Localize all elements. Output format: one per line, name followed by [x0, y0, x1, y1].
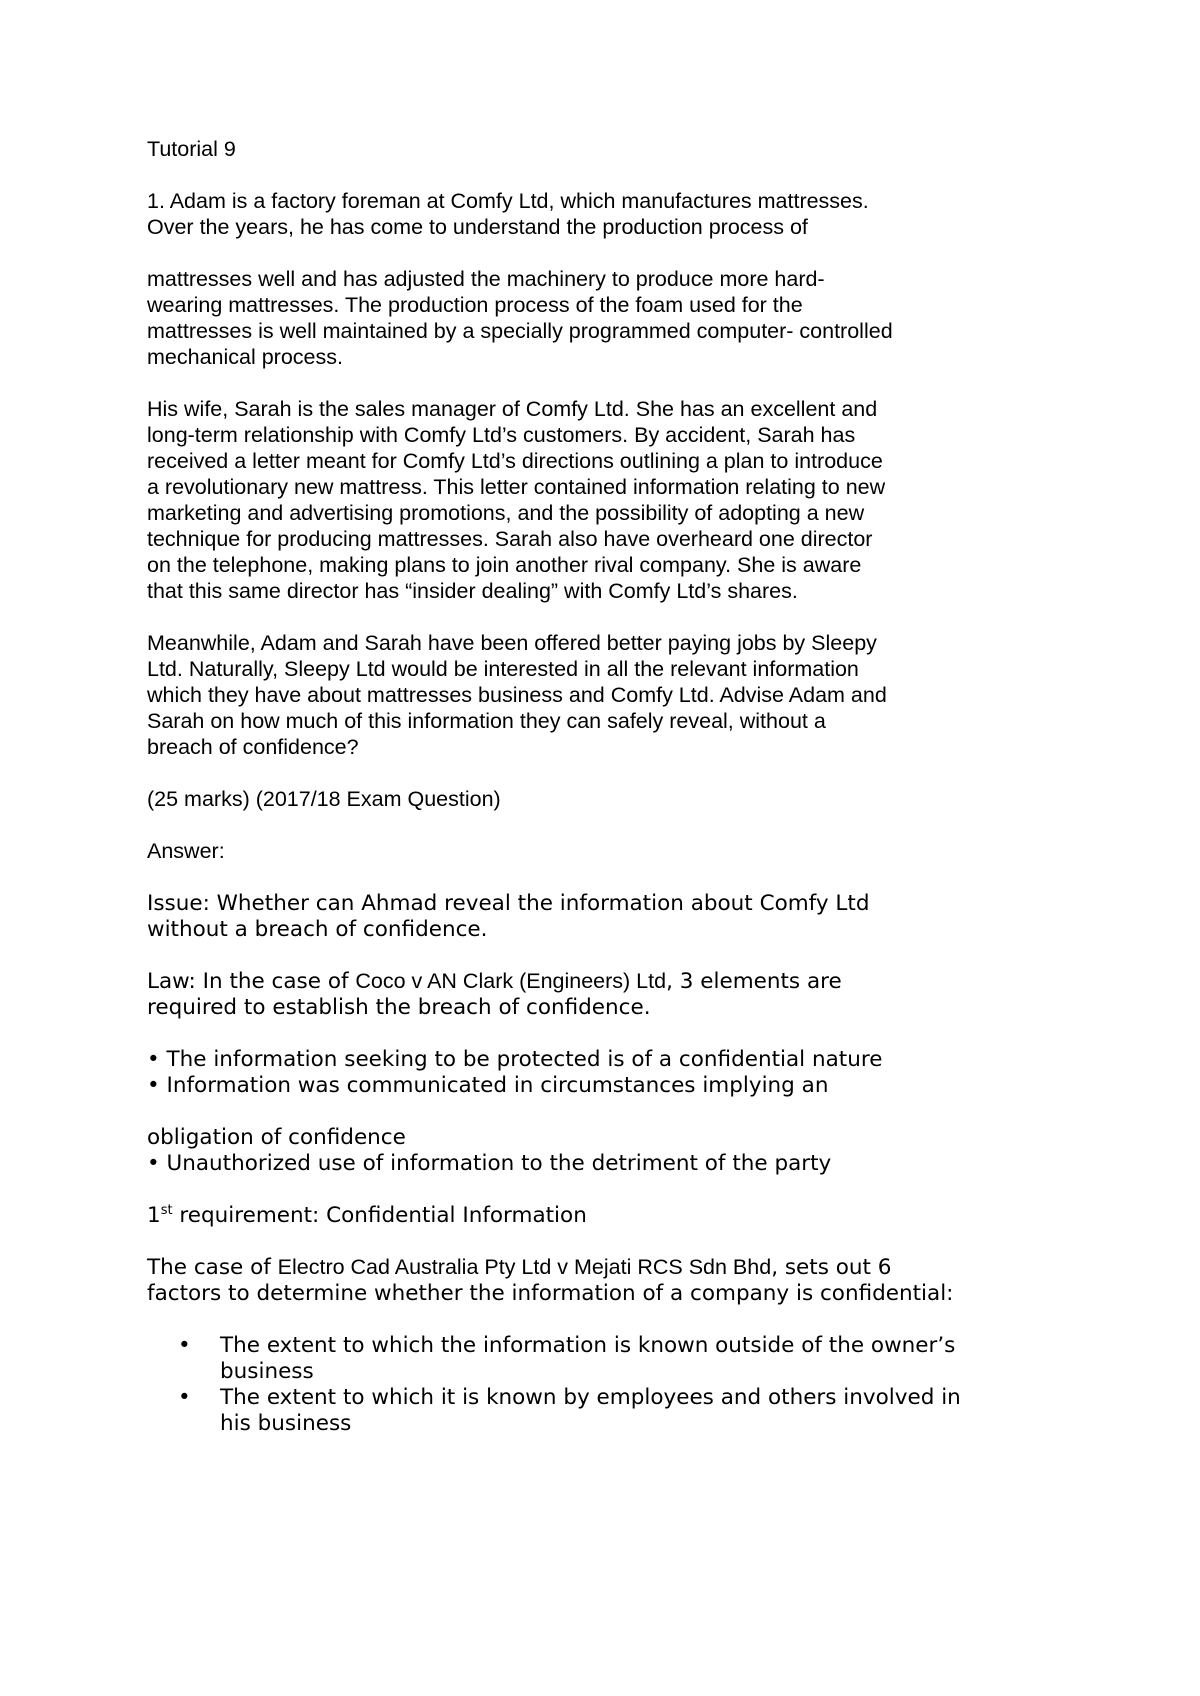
question-line: mechanical process.	[147, 345, 343, 369]
list-item: business	[220, 1359, 314, 1384]
question-line: a revolutionary new mattress. This letter contained information relating to new	[147, 475, 886, 499]
law-case-name: Coco v AN Clark (Engineers) Ltd	[355, 969, 667, 993]
list-bullet: •	[178, 1385, 191, 1410]
question-line: His wife, Sarah is the sales manager of Comfy Ltd. She has an excellent and	[147, 397, 878, 421]
question-line: received a letter meant for Comfy Ltd’s directions outlining a plan to introduce	[147, 449, 883, 473]
requirement-heading	[147, 1202, 587, 1228]
law-prefix: Law: In the case of	[147, 969, 356, 994]
question-line: which they have about mattresses business and Comfy Ltd. Advise Adam and	[147, 683, 887, 707]
list-item: his business	[220, 1411, 352, 1436]
list-bullet: •	[178, 1333, 191, 1358]
question-line: Meanwhile, Adam and Sarah have been offered better paying jobs by Sleepy	[147, 631, 877, 655]
issue-line: Issue: Whether can Ahmad reveal the information about Comfy Ltd	[147, 891, 870, 916]
question-line: marketing and advertising promotions, and the possibility of adopting a new	[147, 501, 865, 525]
element-line: • Information was communicated in circumstances implying an	[147, 1073, 829, 1098]
question-line: 1. Adam is a factory foreman at Comfy Ltd, which manufactures mattresses.	[147, 189, 869, 213]
question-line: mattresses is well maintained by a specially programmed computer- controlled	[147, 319, 893, 343]
question-line: technique for producing mattresses. Sarah also have overheard one director	[147, 527, 873, 551]
element-line: obligation of confidence	[147, 1125, 406, 1150]
question-line: Sarah on how much of this information they can safely reveal, without a	[147, 709, 826, 733]
element-line: • The information seeking to be protected is of a confidential nature	[147, 1047, 883, 1072]
electro-prefix: The case of	[147, 1255, 278, 1280]
law-line	[147, 971, 842, 993]
marks-line: (25 marks) (2017/18 Exam Question)	[147, 787, 501, 811]
element-line: • Unauthorized use of information to the detriment of the party	[147, 1151, 832, 1176]
question-line: wearing mattresses. The production process of the foam used for the	[147, 293, 803, 317]
requirement-number: 1	[147, 1203, 161, 1228]
requirement-superscript: st	[160, 1202, 173, 1218]
question-line: on the telephone, making plans to join another rival company. She is aware	[147, 553, 862, 577]
electro-suffix: , sets out 6	[771, 1255, 892, 1280]
list-item: The extent to which it is known by employees and others involved in	[220, 1385, 961, 1410]
electro-case-name: Electro Cad Australia Pty Ltd v Mejati RCS Sdn Bhd	[277, 1255, 772, 1279]
requirement-text: requirement: Confidential Information	[172, 1203, 587, 1228]
law-line: required to establish the breach of confidence.	[147, 995, 651, 1020]
question-line: Over the years, he has come to understand the production process of	[147, 215, 808, 239]
list-item: The extent to which the information is known outside of the owner’s	[220, 1333, 956, 1358]
question-line: mattresses well and has adjusted the machinery to produce more hard-	[147, 267, 825, 291]
electro-line: factors to determine whether the information of a company is confidential:	[147, 1281, 954, 1306]
issue-line: without a breach of confidence.	[147, 917, 488, 942]
question-line: long-term relationship with Comfy Ltd’s customers. By accident, Sarah has	[147, 423, 856, 447]
answer-label: Answer:	[147, 839, 225, 863]
question-line: that this same director has “insider dealing” with Comfy Ltd’s shares.	[147, 579, 798, 603]
question-line: Ltd. Naturally, Sleepy Ltd would be interested in all the relevant information	[147, 657, 859, 681]
document-title: Tutorial 9	[147, 137, 236, 161]
question-line: breach of confidence?	[147, 735, 359, 759]
law-suffix: , 3 elements are	[666, 969, 842, 994]
electro-line	[147, 1257, 891, 1279]
